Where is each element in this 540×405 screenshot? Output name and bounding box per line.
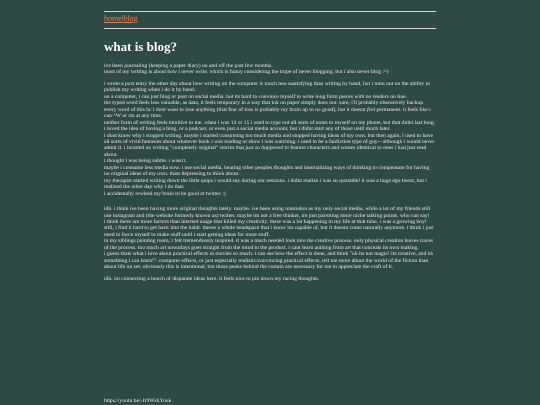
top-nav <box>104 11 436 29</box>
post-title: what is blog? <box>104 39 177 54</box>
main-text-pre: i wrote a <box>104 80 125 87</box>
main-text-c-post: permanent. it feels like i can ^W or rm at any time. <box>104 106 431 120</box>
post-paragraph-intro <box>104 63 436 76</box>
main-text-e-pre: i dont know why i stopped writing. maybe i started consuming too much media and stopped having ideas of my own. but then again, i used to have all sorts of vivid fantasies about whatever book i was reading or show i was watching. i used to be a fanfiction type of guy-- although i would never admit it. i insisted on writing "completely original" stories that <box>104 132 435 152</box>
footer-link-container <box>104 398 171 404</box>
post-paragraph-closing: idk. im connecting a bunch of disparate ideas here. it feels nice to pin down my racing thoughts. <box>104 275 319 282</box>
main-text-d: neither form of writing feels intuitive to me. when i was 14 or 15 i used to type out all sorts of notes to myself on my phone, but that didnt last long. i loved the idea of having a blog, or a podcast, or even just a social media account, but i didnt start any of those until much later. <box>104 119 436 133</box>
main-text-a: entry the other day about how writing on the computer is much less saatisfying than writing by hand, but i miss out on the ability to publish my writing when i do it by hand. <box>104 80 430 94</box>
main-text-i: i accidentally rewired my brain to be good at twitter. :( <box>104 190 227 197</box>
nav-home-link[interactable]: home <box>104 14 122 23</box>
main-text-e-post: to feature characters and scenes identical to ones i had just read about. <box>104 145 427 158</box>
second-text-e: i guess thats what i love about practical effects in movies so much. i can see how the effect is done, and think "oh its not magic! its creative, and its something i can learn!". computer effects, or just especially realistic/convincing practical effects, tell me more about the world of the fiction than about life on set. obviously this is intentional, but those peeks behind the curtain are necessary for me to appreciate the craft of it. <box>104 251 434 271</box>
nav-separator: | <box>121 14 124 23</box>
footer-youtube-link[interactable]: https://youtu.be/-Jr9WshYouk <box>104 398 172 404</box>
post-paragraph-main <box>104 81 436 197</box>
main-emphasis-post: post <box>124 80 135 87</box>
main-text-f: i thought i was being subtle. i wasn't. <box>104 158 187 165</box>
second-text-c: still, i find it hard to get back into the habit. theres a whole headspace that i know im capable of, but it doesnt come naturally anymore. i think i just need to force myself to make stuff until i start getting ideas for more stuff. <box>104 225 434 238</box>
main-text-g: maybe i consume less media now. i use social media, hearing other peoples thoughts and internalizing ways of thinking to compensate for having no original ideas of my own. thats depressing to think about. <box>104 164 430 178</box>
nav-blog-link[interactable]: blog <box>123 14 138 23</box>
page-container <box>104 0 436 287</box>
intro-line-2: most of my writing is about how i never write. which is funny considering the trope of never blogging. but i also never blog :^) <box>104 69 389 76</box>
second-text-a: idk. i think ive been having more original thoughts lately. maybe. ive been using mastodon as my only social media, while a lot of my friends still use instagram and (the website formerly known as) twitter. maybe im not a free thinker, im just parroting more niche talking points. who can say! <box>104 206 431 219</box>
intro-line-1: ive been journaling (keeping a paper diary) on and off the past few months. <box>104 63 273 69</box>
main-text-h: my therapist started writing down the little quips i would say during our sessions. i didnt realize i was so quotable! it was a huge ego boost, but i realized the other day why i do that. <box>104 177 427 191</box>
second-text-d: in my siblings painting room, i felt tremendously inspired. it was a much needed look into the creative process. only physical creation leaves traces of the process. too much art nowadays goes straight from the mind to the product. i cant learn anthing from art that conceals its own making. <box>104 238 434 251</box>
main-emphasis-just-so: just so happened <box>245 145 284 152</box>
main-text-b: on a computer, i can just blog or post on social media. but its hard to convince myself to write long form pieces with no readers on line. <box>104 93 408 100</box>
post-paragraph-second <box>104 206 436 271</box>
main-text-c-pre: the typed word feels less valuable, as data, it feels temporary in a way that ink on paper simply does not. sure, i'll probably obsessively backup every word of this bc i dont want to lose anything (that fear of loss is probably my brain up to no good), but it doesnt <box>104 100 423 113</box>
main-emphasis-feel: feel <box>367 106 376 113</box>
second-text-b: i think there are more factors than internet usage that killed my creativity. there was a lot happening in my life at that time. i was a growing boy! <box>104 218 427 225</box>
